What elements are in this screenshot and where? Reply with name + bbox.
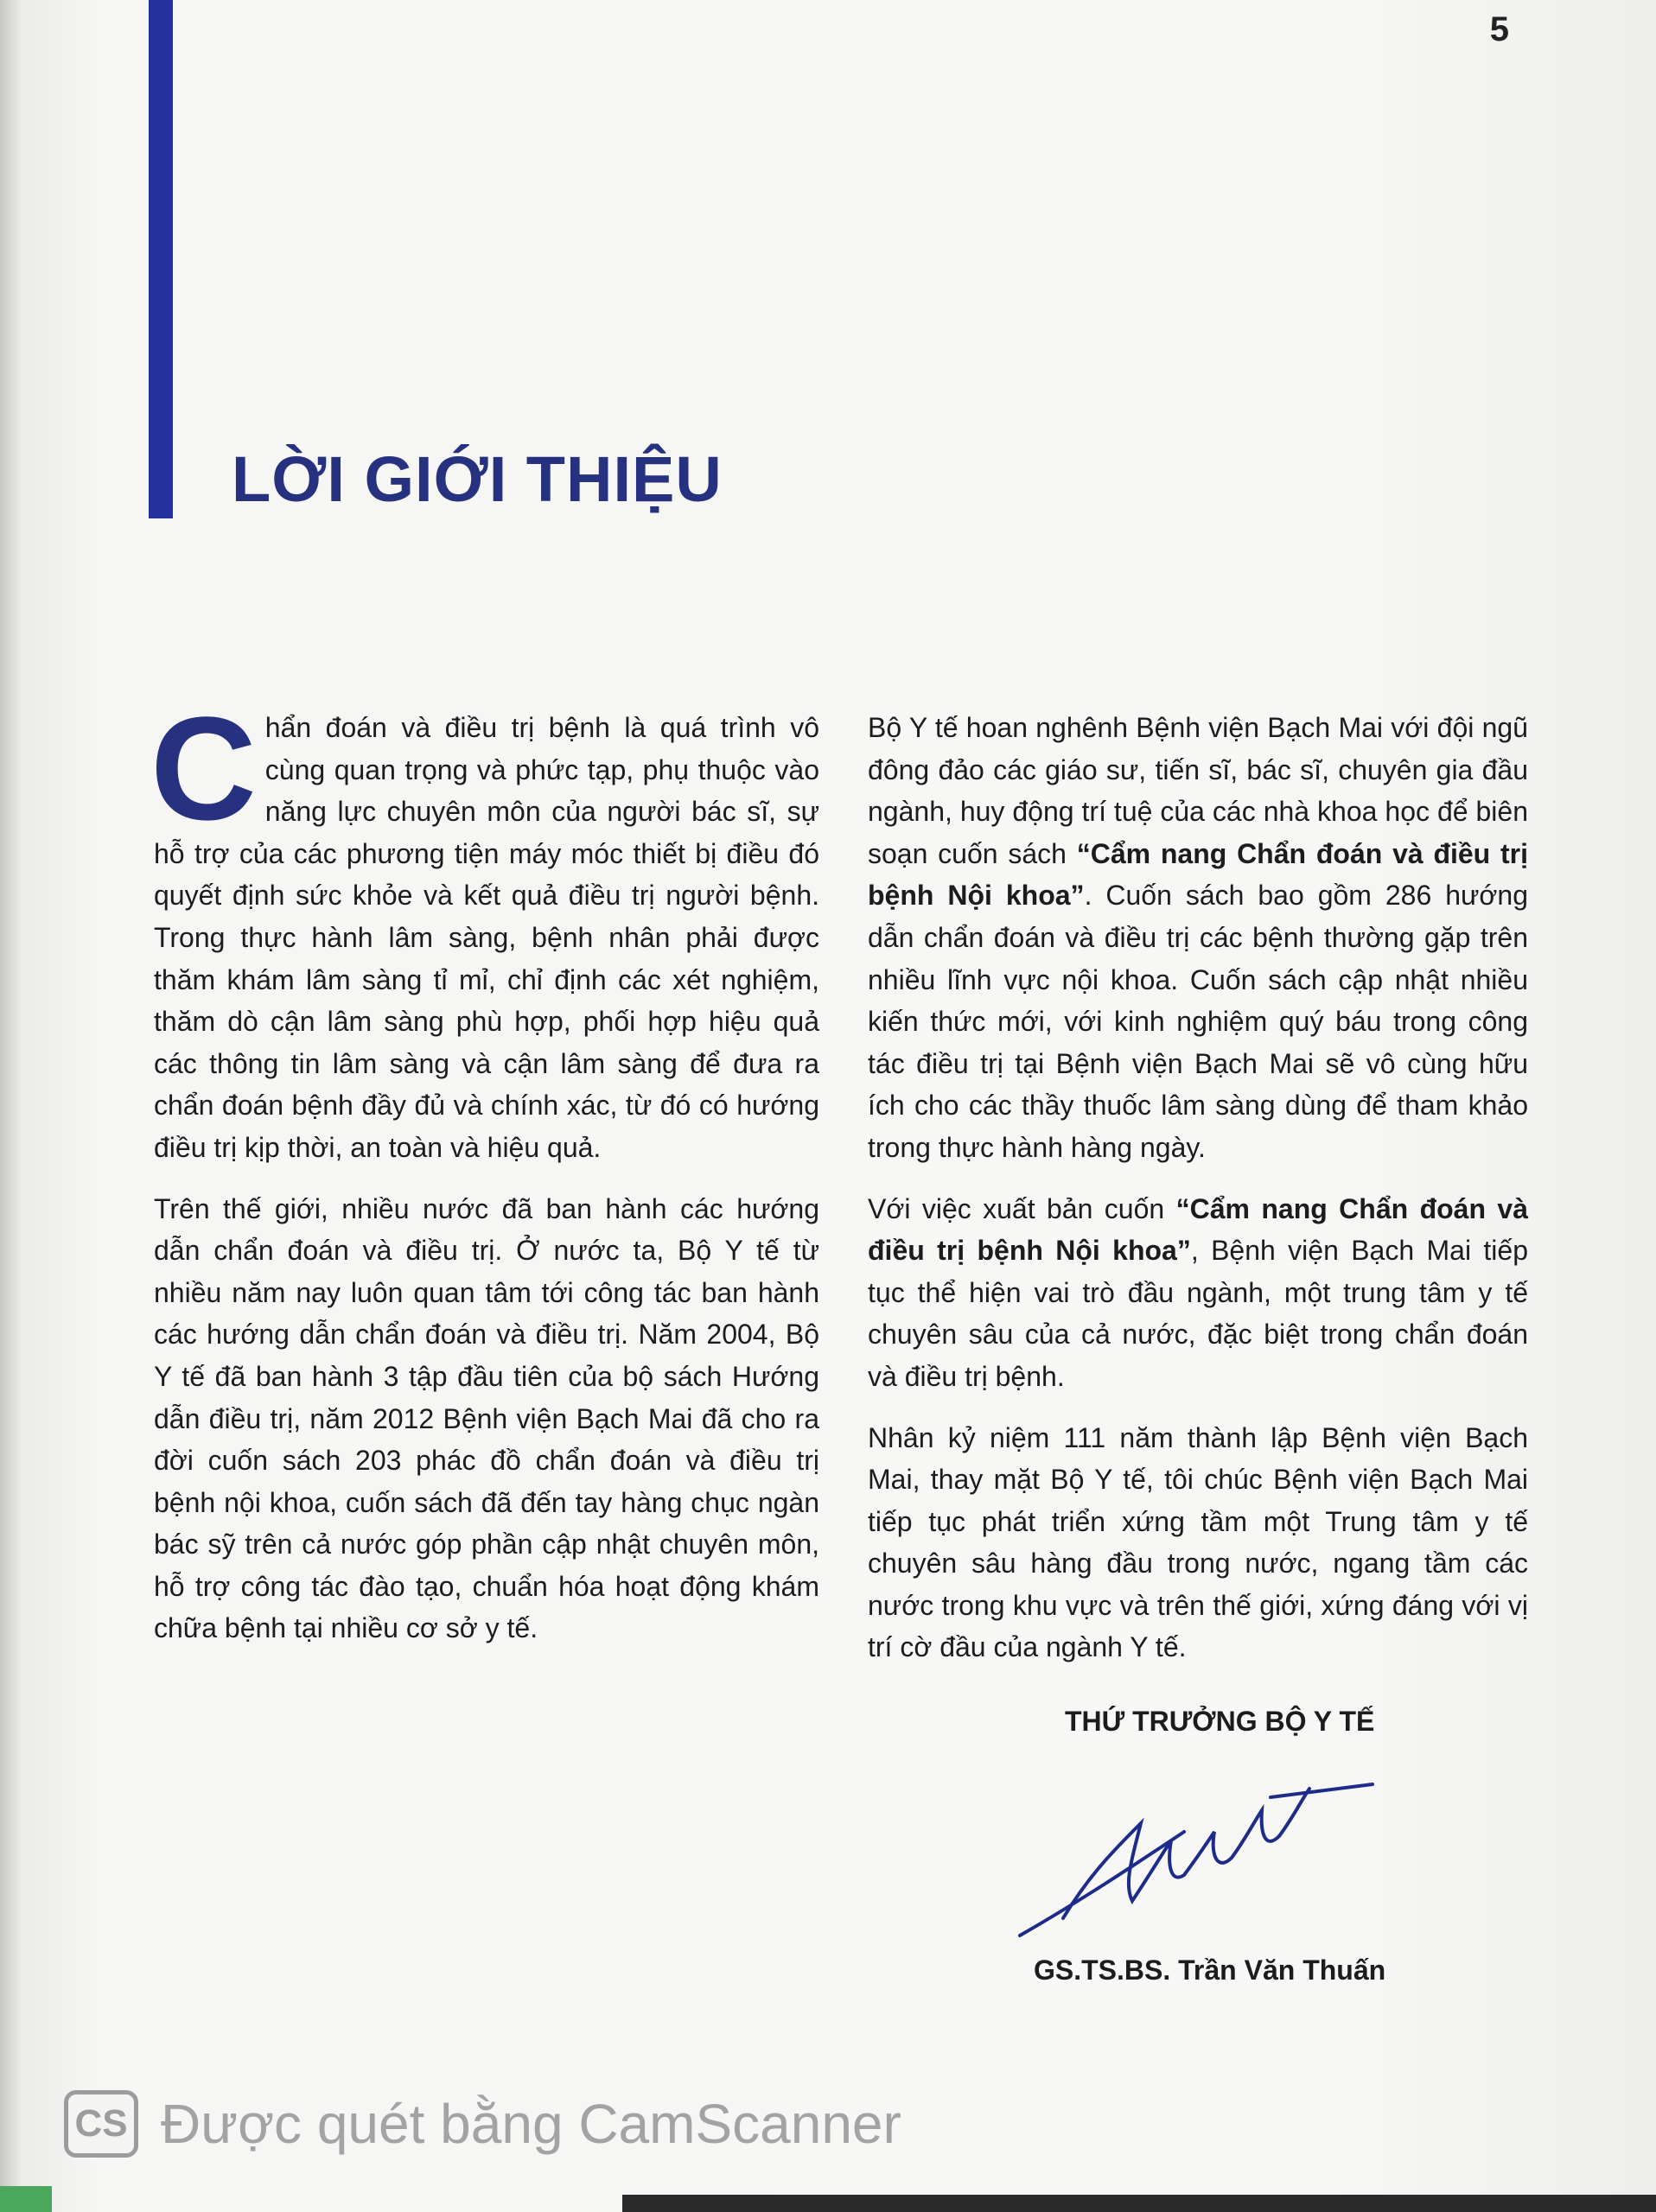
left-paragraph-2: Trên thế giới, nhiều nước đã ban hành các hướng dẫn chẩn đoán và điều trị. Ở nước ta, Bộ Y tế từ nhiều năm nay luôn quan tâm tới công tác ban hành các hướng dẫn chẩn đoán và điều trị. Năm 2004, Bộ Y tế đã ban hành 3 tập đầu tiên của bộ sách Hướng dẫn điều trị, năm 2012 Bệnh viện Bạch Mai đã cho ra đời cuốn sách 203 phác đồ chẩn đoán và điều trị bệnh nội khoa, cuốn sách đã đến tay hàng chục ngàn bác sỹ trên cả nước góp phần cập nhật chuyên môn, hỗ trợ công tác đào tạo, chuẩn hóa hoạt động khám chữa bệnh tại nhiều cơ sở y tế. — [154, 1192, 819, 1644]
scan-bottom-edge — [622, 2195, 1656, 2212]
left-paragraph-1 — [150, 687, 819, 1169]
right-paragraph-2-text-b: , Bệnh viện Bạch Mai tiếp tục thể hiện vai trò đầu ngành, một trung tâm y tế chuyên sâu của cả nước, đặc biệt trong chẩn đoán và điều trị bệnh. — [868, 1235, 1529, 1392]
camscanner-watermark — [64, 2084, 901, 2164]
signer-name: GS.TS.BS. Trần Văn Thuấn — [1034, 1955, 1386, 1986]
page-left-edge — [0, 0, 22, 2212]
corner-mark — [0, 2186, 52, 2212]
right-paragraph-2-text-a: Với việc xuất bản cuốn — [868, 1192, 1176, 1224]
right-paragraph-1 — [868, 707, 1528, 1169]
right-paragraph-2 — [868, 1188, 1528, 1398]
camscanner-text: Được quét bằng CamScanner — [161, 2093, 901, 2155]
handwritten-signature — [1011, 1771, 1374, 1944]
right-paragraph-1-text-a: Bộ Y tế hoan nghênh Bệnh viện Bạch Mai với đội ngũ đông đảo các giáo sư, tiến sĩ, bác sĩ, chuyên gia đầu ngành, huy động trí tuệ của các nhà khoa học để biên soạn cuốn sách — [868, 712, 1528, 869]
drop-cap: C — [150, 687, 257, 851]
book-title-2: “Cẩm nang Chẩn đoán và điều trị bệnh Nội khoa” — [868, 1192, 1529, 1267]
left-column — [150, 687, 819, 1669]
page-number: 5 — [1489, 10, 1509, 48]
right-paragraph-3: Nhân kỷ niệm 111 năm thành lập Bệnh viện Bạch Mai, thay mặt Bộ Y tế, tôi chúc Bệnh viện Bạch Mai tiếp tục phát triển xứng tầm một Trung tâm y tế chuyên sâu hàng đầu trong nước, ngang tầm các nước trong khu vực và trên thế giới, xứng đáng với vị trí cờ đầu của ngành Y tế. — [868, 1421, 1528, 1663]
page-title: LỜI GIỚI THIỆU — [232, 443, 723, 515]
right-paragraph-1-text-b: . Cuốn sách bao gồm 286 hướng dẫn chẩn đoán và điều trị các bệnh thường gặp trên nhiều lĩnh vực nội khoa. Cuốn sách cập nhật nhiều kiến thức mới, với kinh nghiệm quý báu trong công tác điều trị tại Bệnh viện Bạch Mai sẽ vô cùng hữu ích cho các thầy thuốc lâm sàng dùng để tham khảo trong thực hành hàng ngày. — [868, 880, 1529, 1163]
signer-role: THỨ TRƯỞNG BỘ Y TẾ — [1065, 1706, 1375, 1737]
title-accent-bar — [149, 0, 173, 518]
camscanner-logo-icon: CS — [64, 2090, 138, 2158]
book-title-1: “Cẩm nang Chẩn đoán và điều trị bệnh Nội khoa” — [868, 837, 1529, 912]
left-paragraph-1-text: hẩn đoán và điều trị bệnh là quá trình vô cùng quan trọng và phức tạp, phụ thuộc vào năng lực chuyên môn của người bác sĩ, sự hỗ trợ của các phương tiện máy móc thiết bị điều đó quyết định sức khỏe và kết quả điều trị người bệnh. Trong thực hành lâm sàng, bệnh nhân phải được thăm khám lâm sàng tỉ mỉ, chỉ định các xét nghiệm, thăm dò cận lâm sàng phù hợp, phối hợp hiệu quả các thông tin lâm sàng và cận lâm sàng để đưa ra chẩn đoán bệnh đầy đủ và chính xác, từ đó có hướng điều trị kịp thời, an toàn và hiệu quả. — [154, 712, 819, 1163]
right-column — [868, 707, 1528, 1688]
